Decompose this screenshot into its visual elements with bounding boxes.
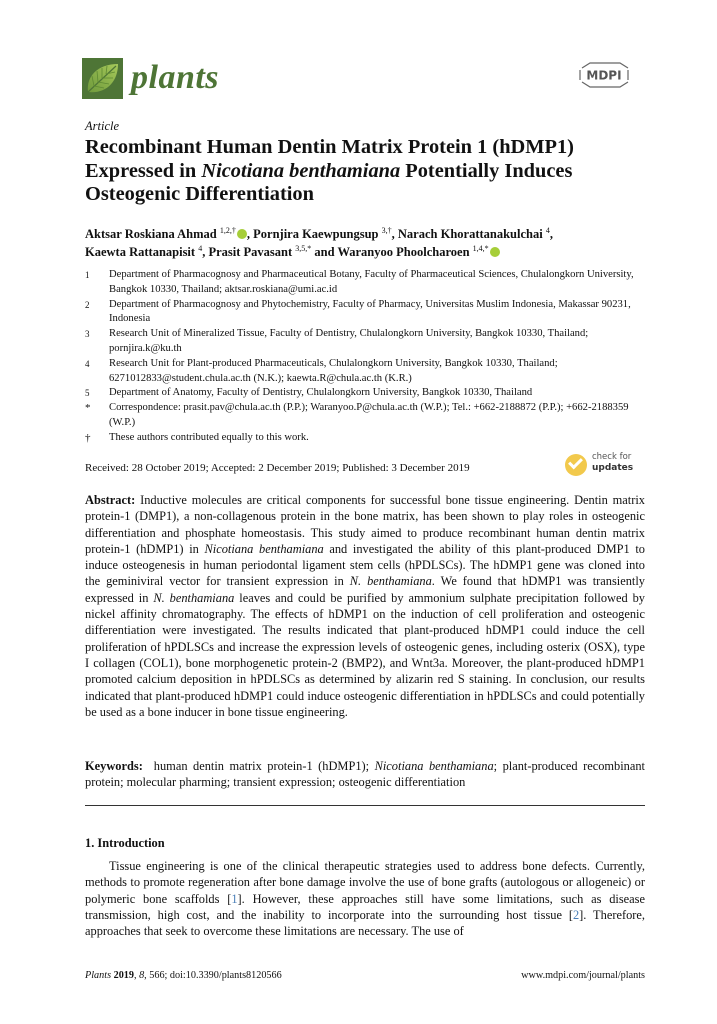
- species-name: N. benthamiana: [349, 574, 432, 589]
- abstract: [85, 492, 645, 720]
- body-text: ]. However, these approaches still have some limitations, such as disease transmission, high cost, and the inability to incorporate into the surrounding host tissue [: [85, 891, 645, 922]
- citation-link[interactable]: 2: [572, 907, 580, 922]
- body-text: Tissue engineering is one of the clinical therapeutic strategies used to address bone defects. Currently, methods to promote regeneration after bone damage involve the use of bone grafts (autologous or allogeneic) or polymeric bone scaffolds [: [85, 859, 645, 906]
- abstract-text: Inductive molecules are critical components for successful bone tissue engineering. Dentin matrix protein-1 (DMP1), a non-collagenous protein in the bone matrix, has been shown to play roles in osteogenic differentiation and phosphate homeostasis. This study aimed to produce recombinant human dentin matrix protein-1 (hDMP1) in: [85, 493, 645, 556]
- section-heading: 1. Introduction: [85, 836, 165, 850]
- section-divider: [85, 805, 645, 806]
- introduction-paragraph: [85, 858, 645, 939]
- author-affil-marks: 1,2,†: [219, 226, 236, 235]
- abstract-label: Abstract:: [85, 493, 136, 507]
- keywords-label: Keywords:: [85, 759, 143, 773]
- author-affil-marks: 1,4,*: [472, 244, 489, 253]
- author-separator: ,: [202, 245, 209, 259]
- author-affil-marks: 3,†: [381, 226, 392, 235]
- title-part: Recombinant Human Dentin Matrix Protein 1 (hDMP1) Expressed in: [85, 136, 574, 182]
- affiliation-text: Department of Pharmacognosy and Phytochemistry, Faculty of Pharmacy, Universitas Muslim Indonesia, Makassar 90231, Indonesia: [109, 298, 631, 325]
- paper-title: [85, 136, 645, 207]
- affiliation-mark: 3: [85, 329, 90, 340]
- author-affil-marks: 4: [545, 226, 550, 235]
- check-icon: [565, 454, 587, 476]
- affiliation-item: [85, 357, 645, 387]
- title-part: Potentially Induces Osteogenic Differentiation: [85, 159, 573, 205]
- abstract-text: leaves and could be purified by ammonium sulphate precipitation followed by nickel affinity chromatography. The effects of hDMP1 on the induction of cell proliferation and osteogenic differentiation were investigated. The results indicated that plant-produced hDMP1 could induce the cell proliferation of hPDLSCs and increase the expression levels of osteogenic genes, including osterix (OSX), type I collagen (COL1), bone morphogenetic protein-2 (BMP2), and Wnt3a. Moreover, the plant-produced hDMP1 promoted calcium deposition in hPDLSCs as determined by alizarin red S staining. In conclusion, our results indicated that plant-produced hDMP1 could induce osteogenic differentiation in hPDLSCs and could potentially be used as a bone inducer in bone tissue engineering.: [85, 590, 645, 719]
- author-name: Pornjira Kaewpungsup: [253, 227, 379, 241]
- author[interactable]: [253, 227, 392, 241]
- check-for-updates-button[interactable]: [565, 452, 635, 480]
- footer-journal-url[interactable]: www.mdpi.com/journal/plants: [521, 970, 645, 981]
- keywords: [85, 758, 645, 791]
- affiliation-mark: 1: [85, 270, 90, 280]
- article-type: Article: [85, 119, 120, 133]
- affiliation-list: [85, 268, 645, 446]
- affiliation-text: Department of Anatomy, Faculty of Dentistry, Chulalongkorn University, Bangkok 10330, Thailand: [109, 387, 533, 399]
- affiliation-mark: 5: [85, 388, 90, 399]
- publication-dates: Received: 28 October 2019; Accepted: 2 December 2019; Published: 3 December 2019: [85, 462, 470, 474]
- check-updates-line1: check for: [592, 452, 632, 462]
- author-affil-marks: 4: [198, 244, 203, 253]
- title-species: Nicotiana benthamiana: [201, 159, 401, 182]
- author[interactable]: [398, 227, 550, 241]
- equal-contribution-note: [85, 431, 645, 446]
- author-separator: ,: [391, 227, 398, 241]
- affiliation-item: [85, 327, 645, 357]
- footer-volume: 8: [139, 970, 145, 981]
- citation-link[interactable]: 1: [231, 891, 238, 906]
- footer-doi: , 566; doi:10.3390/plants8120566: [144, 970, 282, 981]
- footer-citation: Plants 2019, 8, 566; doi:10.3390/plants8120566: [85, 970, 282, 981]
- author[interactable]: [208, 245, 311, 259]
- author-list: [85, 225, 645, 261]
- affiliation-item: [85, 298, 645, 328]
- affiliation-mark: 2: [85, 299, 90, 310]
- author-name: Aktsar Roskiana Ahmad: [85, 227, 217, 241]
- affiliation-mark: *: [85, 402, 91, 415]
- author-separator: ,: [246, 227, 254, 241]
- author-name: Narach Khorattanakulchai: [397, 227, 543, 241]
- author-name: Prasit Pavasant: [208, 245, 293, 259]
- species-name: Nicotiana benthamiana: [204, 541, 324, 556]
- note-text: These authors contributed equally to this work.: [109, 431, 309, 443]
- author[interactable]: [337, 245, 499, 259]
- keywords-text: human dentin matrix protein-1 (hDMP1);: [142, 759, 375, 773]
- mdpi-logo: [576, 62, 632, 88]
- author-affil-marks: 3,5,*: [295, 244, 312, 253]
- species-name: N. benthamiana: [153, 590, 235, 605]
- author-separator: ,: [549, 227, 553, 241]
- affiliation-text: Research Unit of Mineralized Tissue, Faculty of Dentistry, Chulalongkorn University, Bangkok 10330, Thailand; pornjira.k@ku.th: [109, 328, 589, 354]
- affiliation-item: [85, 386, 645, 401]
- check-updates-line2: updates: [592, 463, 634, 473]
- abstract-text: and investigated the ability of this plant-produced DMP1 to induce osteogenesis in human periodontal ligament stem cells (hPDLSCs). The hDMP1 gene was cloned into the geminiviral vector for transient expression in: [85, 541, 645, 589]
- keywords-text: ; plant-produced recombinant protein; molecular pharming; transient expression; osteogenic differentiation: [85, 759, 645, 790]
- affiliation-text: Research Unit for Plant-produced Pharmaceuticals, Chulalongkorn University, Bangkok 10330, Thailand; 6271012833@student.chula.ac.th (N.K.); kaewta.R@chula.ac.th (K.R.): [109, 357, 558, 384]
- affiliation-item: [85, 268, 645, 298]
- correspondence-text: Correspondence: prasit.pav@chula.ac.th (P.P.); Waranyoo.P@chula.ac.th (W.P.); Tel.: +662-2188872 (P.P.); +662-2188359 (W.P.): [109, 402, 629, 428]
- leaf-icon: [82, 58, 123, 99]
- mdpi-text: MDPI: [586, 68, 622, 83]
- species-name: Nicotiana benthamiana: [374, 759, 494, 773]
- journal-logo: [82, 58, 123, 99]
- affiliation-mark: †: [85, 431, 91, 444]
- footer-journal: Plants: [85, 970, 112, 981]
- orcid-icon[interactable]: [237, 229, 247, 239]
- author[interactable]: [85, 227, 247, 241]
- author-name: Waranyoo Phoolcharoen: [337, 245, 470, 259]
- author-name: Kaewta Rattanapisit: [85, 245, 196, 259]
- correspondence-item: [85, 401, 645, 431]
- journal-name: plants: [131, 59, 220, 96]
- body-text: ]. Therefore, approaches that seek to overcome these limitations are necessary. The use of: [85, 907, 645, 939]
- abstract-text: . We found that hDMP1 was transiently expressed in: [85, 574, 645, 605]
- footer-year: 2019: [113, 970, 134, 981]
- affiliation-text: Department of Pharmacognosy and Pharmaceutical Botany, Faculty of Pharmaceutical Sciences, Chulalongkorn University, Bangkok 10330, Thailand; aktsar.roskiana@umi.ac.id: [109, 269, 634, 295]
- author[interactable]: [85, 245, 202, 259]
- author-separator: and: [311, 245, 338, 259]
- affiliation-mark: 4: [85, 358, 90, 369]
- mdpi-hexagon-icon: [576, 62, 632, 88]
- orcid-icon[interactable]: [490, 247, 500, 257]
